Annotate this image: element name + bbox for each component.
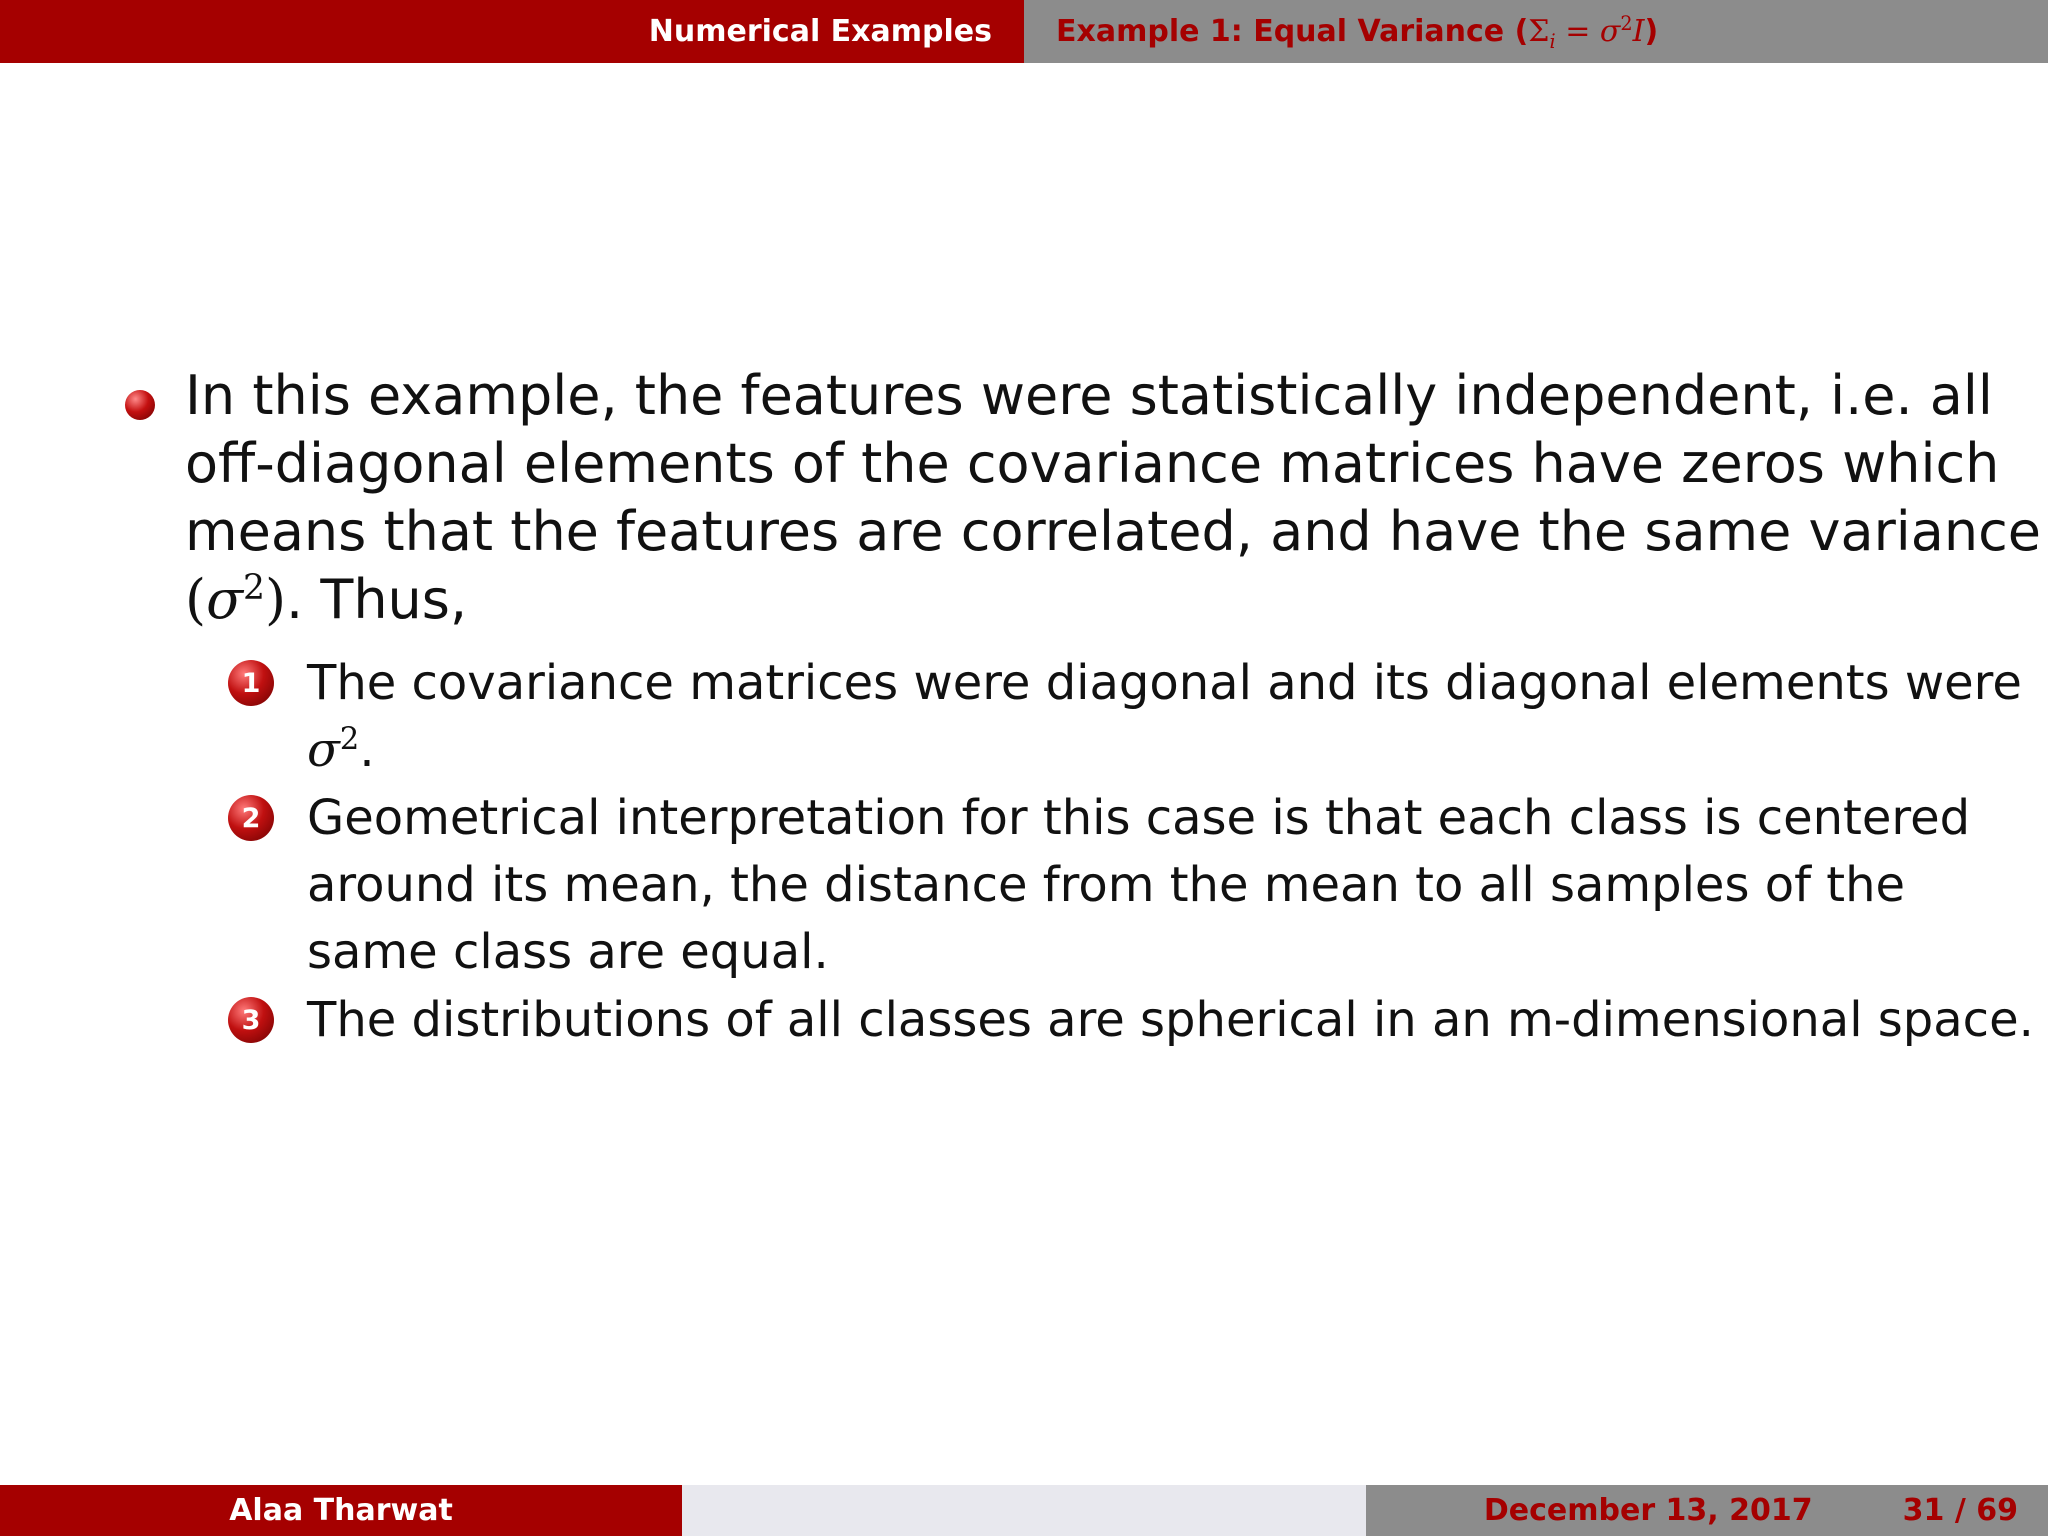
list-item-2 <box>307 785 2007 986</box>
sigma-squared-formula: $(\sigma^2)$ <box>185 568 287 631</box>
list-item-1 <box>307 650 2022 784</box>
subsection-title-text: Example 1: Equal Variance ( <box>1056 14 1529 49</box>
main-point-line-1: In this example, the features were statistically independent, i.e. all <box>185 364 1993 427</box>
main-point-line-4-text: . Thus, <box>286 568 468 631</box>
enumerate-number-3-icon: 3 <box>228 997 274 1043</box>
footer-author[interactable]: Alaa Tharwat <box>0 1485 682 1536</box>
section-title[interactable]: Numerical Examples <box>0 0 1024 63</box>
list-item-2-line-2: around its mean, the distance from the mean to all samples of the <box>307 857 1906 913</box>
slide-header <box>0 0 2048 63</box>
bullet-icon <box>125 390 155 420</box>
subsection-title-close: ) <box>1644 14 1659 49</box>
slide-footer <box>0 1485 2048 1536</box>
enumerate-number-1-icon: 1 <box>228 660 274 706</box>
list-item-2-line-1: Geometrical interpretation for this case is that each class is centered <box>307 790 1971 846</box>
footer-date-page <box>1366 1485 2048 1536</box>
subsection-title[interactable] <box>1024 0 2048 63</box>
sigma-squared-formula: $\sigma^2$ <box>307 721 360 778</box>
list-item-3 <box>307 987 2034 1054</box>
main-point-line-2: off-diagonal elements of the covariance matrices have zeros which <box>185 432 2000 495</box>
main-point-line-4 <box>185 566 1985 634</box>
footer-title-bar <box>682 1485 1366 1536</box>
list-item-1-line-1: The covariance matrices were diagonal and its diagonal elements were <box>307 655 2022 711</box>
list-item-3-line-1: The distributions of all classes are spherical in an m-dimensional space. <box>307 992 2034 1048</box>
main-point <box>185 362 2042 634</box>
enumerate-number-2-icon: 2 <box>228 795 274 841</box>
main-point-line-3: means that the features are correlated, and have the same variance <box>185 500 2042 563</box>
list-item-2-line-3: same class are equal. <box>307 924 829 980</box>
footer-date: December 13, 2017 <box>1483 1493 1813 1528</box>
subsection-formula: $\Sigma_i = \sigma^2I$ <box>1528 12 1645 53</box>
list-item-1-line-2-text: . <box>359 722 375 778</box>
list-item-1-line-2 <box>307 717 2007 784</box>
page-number: 31 / 69 <box>1902 1493 2018 1528</box>
